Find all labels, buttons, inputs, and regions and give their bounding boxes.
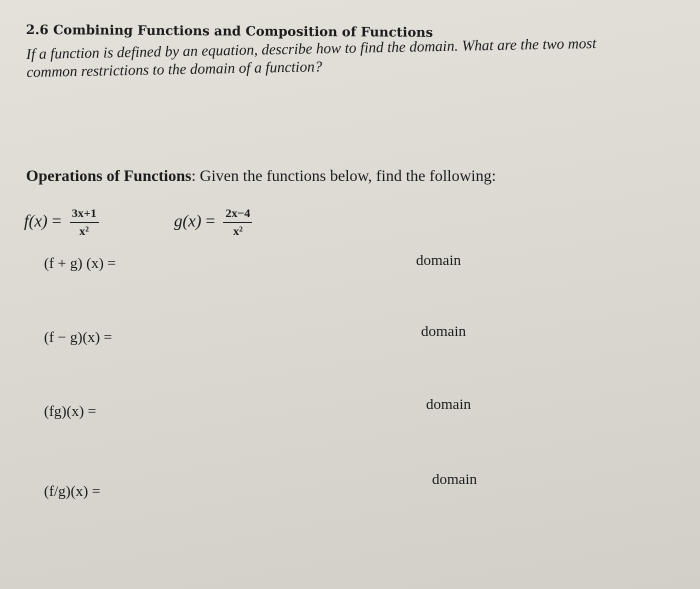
function-f-name: f(x) <box>24 211 48 231</box>
domain-question <box>26 35 597 82</box>
operations-label: Operations of Functions <box>26 168 192 185</box>
problem-product-expression: (fg)(x) = <box>44 404 97 420</box>
section-title: 2.6 Combining Functions and Composition of Functions <box>25 23 433 41</box>
problem-sum-expression: (f + g) (x) = <box>44 256 116 272</box>
function-f-fraction <box>70 206 99 239</box>
function-g-name: g(x) <box>174 211 202 231</box>
function-f-denominator: x² <box>79 224 89 238</box>
function-g-fraction <box>223 206 252 239</box>
problem-product-domain-label: domain <box>426 397 471 413</box>
problem-quotient-expression: (f/g)(x) = <box>44 484 101 500</box>
operations-heading <box>26 168 496 186</box>
domain-question-line-1: If a function is defined by an equation, describe how to find the domain. What are the two most <box>26 36 597 63</box>
operations-instruction: : Given the functions below, find the following: <box>191 168 497 185</box>
function-g-denominator: x² <box>233 224 243 238</box>
domain-question-line-2: common restrictions to the domain of a function? <box>26 59 323 81</box>
problem-difference-expression: (f − g)(x) = <box>44 330 113 346</box>
problem-difference-domain-label: domain <box>421 324 466 340</box>
function-g-definition <box>174 206 252 239</box>
problem-quotient-domain-label: domain <box>432 472 477 488</box>
function-f-definition <box>24 206 99 239</box>
function-g-numerator: 2x−4 <box>223 206 252 223</box>
function-f-numerator: 3x+1 <box>70 206 99 223</box>
function-f-equals: = <box>51 211 62 231</box>
problem-sum-domain-label: domain <box>416 253 461 269</box>
function-g-equals: = <box>205 211 216 231</box>
